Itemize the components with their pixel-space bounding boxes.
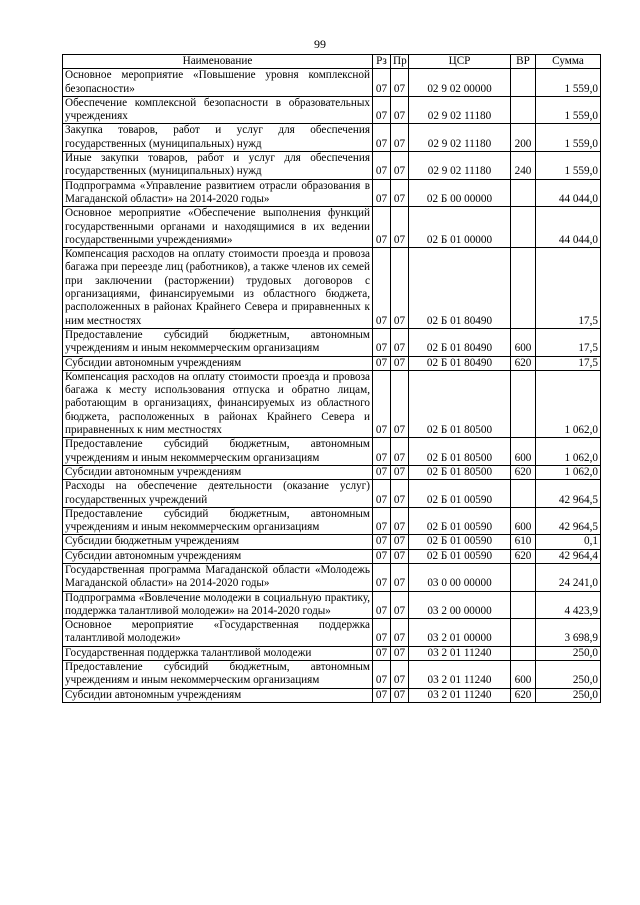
cell-vr: 200 — [511, 124, 536, 152]
table-row — [63, 563, 601, 591]
cell-name: Субсидии автономным учреждениям — [63, 549, 373, 563]
cell-name: Компенсация расходов на оплату стоимости проезда и провоза багажа к месту использования отпуска и обратно лицам, работающим в организациях, финансируемых из областного бюджета, расположенных в районах Крайнего Севера и приравненных к ним местностях — [63, 370, 373, 437]
table-row — [63, 356, 601, 370]
cell-vr: 620 — [511, 465, 536, 479]
table-row — [63, 370, 601, 437]
cell-sum: 3 698,9 — [536, 619, 601, 647]
cell-csr: 02 Б 01 80500 — [409, 370, 511, 437]
table-row — [63, 535, 601, 549]
cell-sum: 24 241,0 — [536, 563, 601, 591]
cell-sum: 42 964,4 — [536, 549, 601, 563]
cell-name: Основное мероприятие «Повышение уровня комплексной безопасности» — [63, 69, 373, 97]
cell-vr — [511, 96, 536, 124]
column-header-pr: Пр — [391, 55, 409, 69]
table-row — [63, 438, 601, 466]
cell-name: Основное мероприятие «Обеспечение выполнения функций государственными органами и находящимися в их ведении государственными учреждениями» — [63, 207, 373, 248]
cell-pr: 07 — [391, 328, 409, 356]
cell-sum: 42 964,5 — [536, 480, 601, 508]
cell-pr: 07 — [391, 370, 409, 437]
cell-vr — [511, 563, 536, 591]
cell-name: Иные закупки товаров, работ и услуг для обеспечения государственных (муниципальных) нужд — [63, 152, 373, 180]
cell-sum: 1 559,0 — [536, 96, 601, 124]
cell-vr — [511, 248, 536, 329]
cell-rz: 07 — [373, 480, 391, 508]
table-row — [63, 661, 601, 689]
cell-name: Подпрограмма «Управление развитием отрасли образования в Магаданской области» на 2014-2020 годы» — [63, 179, 373, 207]
cell-sum: 1 559,0 — [536, 124, 601, 152]
cell-pr: 07 — [391, 480, 409, 508]
cell-csr: 03 2 01 11240 — [409, 688, 511, 702]
table-header-row — [63, 55, 601, 69]
cell-vr — [511, 207, 536, 248]
cell-sum: 250,0 — [536, 646, 601, 660]
table-row — [63, 328, 601, 356]
cell-sum: 17,5 — [536, 328, 601, 356]
cell-sum: 17,5 — [536, 356, 601, 370]
cell-csr: 02 Б 01 80500 — [409, 438, 511, 466]
cell-sum: 0,1 — [536, 535, 601, 549]
table-row — [63, 619, 601, 647]
cell-rz: 07 — [373, 507, 391, 535]
cell-vr — [511, 370, 536, 437]
cell-rz: 07 — [373, 619, 391, 647]
column-header-rz: Рз — [373, 55, 391, 69]
cell-sum: 4 423,9 — [536, 591, 601, 619]
cell-rz: 07 — [373, 563, 391, 591]
cell-name: Субсидии автономным учреждениям — [63, 465, 373, 479]
cell-csr: 02 Б 01 00590 — [409, 549, 511, 563]
table-row — [63, 152, 601, 180]
column-header-name: Наименование — [63, 55, 373, 69]
table-body — [63, 69, 601, 703]
cell-pr: 07 — [391, 507, 409, 535]
cell-name: Закупка товаров, работ и услуг для обеспечения государственных (муниципальных) нужд — [63, 124, 373, 152]
cell-rz: 07 — [373, 688, 391, 702]
cell-csr: 02 Б 00 00000 — [409, 179, 511, 207]
cell-rz: 07 — [373, 646, 391, 660]
cell-pr: 07 — [391, 356, 409, 370]
table-row — [63, 96, 601, 124]
cell-name: Предоставление субсидий бюджетным, автономным учреждениям и иным некоммерческим организациям — [63, 438, 373, 466]
cell-rz: 07 — [373, 96, 391, 124]
cell-rz: 07 — [373, 124, 391, 152]
cell-rz: 07 — [373, 248, 391, 329]
cell-sum: 1 062,0 — [536, 465, 601, 479]
cell-csr: 02 Б 01 80490 — [409, 328, 511, 356]
cell-vr: 620 — [511, 356, 536, 370]
cell-csr: 02 9 02 11180 — [409, 152, 511, 180]
column-header-vr: ВР — [511, 55, 536, 69]
cell-csr: 02 Б 01 00590 — [409, 480, 511, 508]
table-row — [63, 591, 601, 619]
cell-sum: 1 062,0 — [536, 438, 601, 466]
cell-rz: 07 — [373, 207, 391, 248]
cell-vr: 600 — [511, 328, 536, 356]
table-row — [63, 549, 601, 563]
cell-pr: 07 — [391, 549, 409, 563]
cell-name: Государственная программа Магаданской области «Молодежь Магаданской области» на 2014-2020 годы» — [63, 563, 373, 591]
cell-pr: 07 — [391, 688, 409, 702]
cell-sum: 1 062,0 — [536, 370, 601, 437]
cell-name: Подпрограмма «Вовлечение молодежи в социальную практику, поддержка талантливой молодежи» на 2014-2020 годы» — [63, 591, 373, 619]
cell-sum: 17,5 — [536, 248, 601, 329]
cell-name: Государственная поддержка талантливой молодежи — [63, 646, 373, 660]
table-row — [63, 465, 601, 479]
cell-csr: 02 9 02 11180 — [409, 124, 511, 152]
table-row — [63, 69, 601, 97]
cell-rz: 07 — [373, 661, 391, 689]
cell-pr: 07 — [391, 465, 409, 479]
cell-name: Предоставление субсидий бюджетным, автономным учреждениям и иным некоммерческим организациям — [63, 328, 373, 356]
cell-rz: 07 — [373, 179, 391, 207]
cell-vr — [511, 179, 536, 207]
cell-sum: 250,0 — [536, 661, 601, 689]
cell-sum: 42 964,5 — [536, 507, 601, 535]
cell-csr: 02 9 02 11180 — [409, 96, 511, 124]
cell-pr: 07 — [391, 535, 409, 549]
cell-name: Предоставление субсидий бюджетным, автономным учреждениям и иным некоммерческим организациям — [63, 661, 373, 689]
column-header-sum: Сумма — [536, 55, 601, 69]
table-row — [63, 646, 601, 660]
cell-csr: 02 Б 01 00000 — [409, 207, 511, 248]
cell-vr — [511, 480, 536, 508]
table-row — [63, 248, 601, 329]
table-row — [63, 507, 601, 535]
cell-name: Субсидии бюджетным учреждениям — [63, 535, 373, 549]
cell-pr: 07 — [391, 591, 409, 619]
cell-pr: 07 — [391, 619, 409, 647]
cell-csr: 03 2 01 11240 — [409, 646, 511, 660]
cell-pr: 07 — [391, 96, 409, 124]
table-row — [63, 688, 601, 702]
cell-csr: 03 2 01 11240 — [409, 661, 511, 689]
table-row — [63, 179, 601, 207]
cell-name: Обеспечение комплексной безопасности в образовательных учреждениях — [63, 96, 373, 124]
cell-pr: 07 — [391, 563, 409, 591]
cell-sum: 250,0 — [536, 688, 601, 702]
cell-name: Предоставление субсидий бюджетным, автономным учреждениям и иным некоммерческим организациям — [63, 507, 373, 535]
cell-pr: 07 — [391, 646, 409, 660]
cell-vr: 610 — [511, 535, 536, 549]
cell-rz: 07 — [373, 535, 391, 549]
cell-csr: 02 Б 01 80490 — [409, 356, 511, 370]
cell-csr: 02 Б 01 00590 — [409, 507, 511, 535]
cell-vr: 600 — [511, 661, 536, 689]
cell-vr: 620 — [511, 688, 536, 702]
cell-vr — [511, 619, 536, 647]
cell-vr: 240 — [511, 152, 536, 180]
cell-csr: 03 0 00 00000 — [409, 563, 511, 591]
table-row — [63, 124, 601, 152]
cell-vr: 620 — [511, 549, 536, 563]
cell-pr: 07 — [391, 179, 409, 207]
table-row — [63, 480, 601, 508]
cell-csr: 02 9 02 00000 — [409, 69, 511, 97]
column-header-csr: ЦСР — [409, 55, 511, 69]
cell-rz: 07 — [373, 591, 391, 619]
page-number: 99 — [314, 37, 326, 51]
cell-pr: 07 — [391, 248, 409, 329]
cell-rz: 07 — [373, 328, 391, 356]
budget-table — [62, 54, 601, 703]
cell-sum: 44 044,0 — [536, 207, 601, 248]
cell-name: Компенсация расходов на оплату стоимости проезда и провоза багажа при переезде лиц (работников), а также членов их семей при заключении (расторжении) трудовых договоров с организациями, финансируемыми из областного бюджета, расположенных в районах Крайнего Севера и приравненных к ним местностях — [63, 248, 373, 329]
cell-rz: 07 — [373, 69, 391, 97]
cell-pr: 07 — [391, 152, 409, 180]
cell-pr: 07 — [391, 207, 409, 248]
cell-pr: 07 — [391, 69, 409, 97]
cell-rz: 07 — [373, 356, 391, 370]
cell-sum: 44 044,0 — [536, 179, 601, 207]
cell-rz: 07 — [373, 152, 391, 180]
cell-name: Расходы на обеспечение деятельности (оказание услуг) государственных учреждений — [63, 480, 373, 508]
cell-rz: 07 — [373, 465, 391, 479]
table-row — [63, 207, 601, 248]
cell-vr: 600 — [511, 438, 536, 466]
cell-name: Основное мероприятие «Государственная поддержка талантливой молодежи» — [63, 619, 373, 647]
cell-vr — [511, 591, 536, 619]
cell-csr: 02 Б 01 00590 — [409, 535, 511, 549]
cell-rz: 07 — [373, 438, 391, 466]
cell-name: Субсидии автономным учреждениям — [63, 356, 373, 370]
cell-sum: 1 559,0 — [536, 152, 601, 180]
cell-rz: 07 — [373, 370, 391, 437]
cell-csr: 02 Б 01 80490 — [409, 248, 511, 329]
cell-csr: 03 2 01 00000 — [409, 619, 511, 647]
cell-vr — [511, 646, 536, 660]
cell-sum: 1 559,0 — [536, 69, 601, 97]
cell-pr: 07 — [391, 438, 409, 466]
cell-vr — [511, 69, 536, 97]
cell-name: Субсидии автономным учреждениям — [63, 688, 373, 702]
cell-pr: 07 — [391, 124, 409, 152]
cell-pr: 07 — [391, 661, 409, 689]
cell-csr: 02 Б 01 80500 — [409, 465, 511, 479]
cell-vr: 600 — [511, 507, 536, 535]
cell-csr: 03 2 00 00000 — [409, 591, 511, 619]
cell-rz: 07 — [373, 549, 391, 563]
